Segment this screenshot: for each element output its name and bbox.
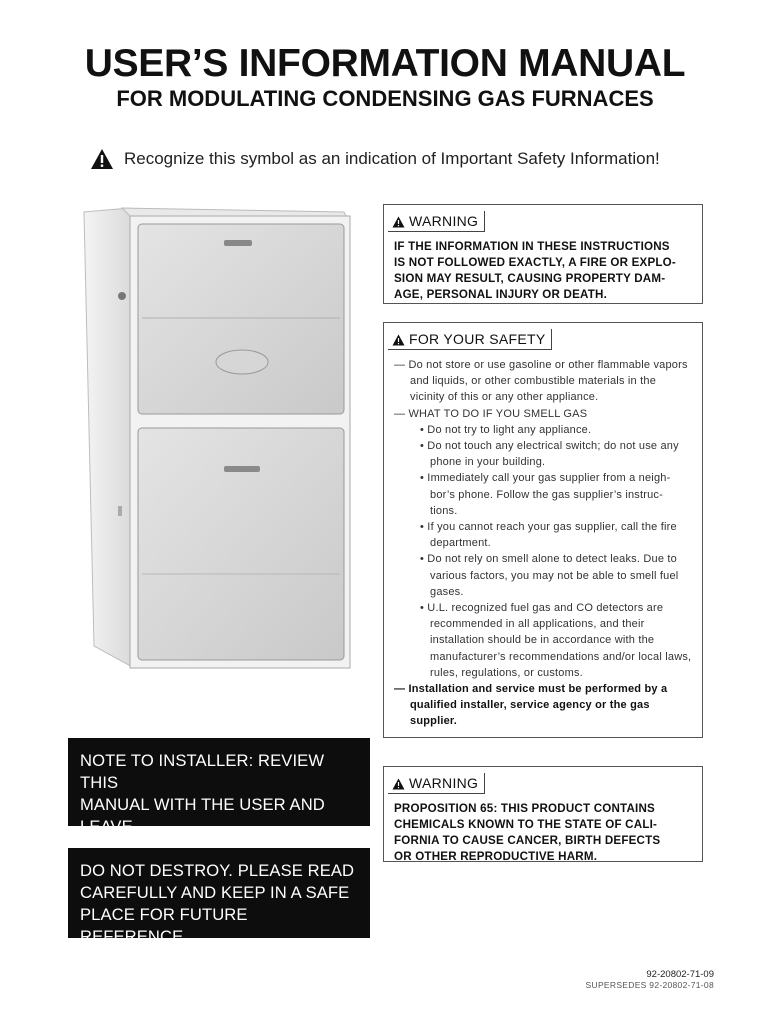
keep-manual-note bbox=[68, 848, 370, 946]
warning-triangle-icon bbox=[392, 215, 405, 227]
warning-box-body bbox=[394, 239, 692, 303]
safety-bullet: • Immediately call your gas supplier from a neigh- bor’s phone. Follow the gas supplier’s instruc- tions. bbox=[420, 472, 671, 517]
prop65-line: PROPOSITION 65: THIS PRODUCT CONTAINS bbox=[394, 802, 655, 815]
keep-note-line: PLACE FOR FUTURE REFERENCE. bbox=[80, 905, 248, 946]
prop65-box-header bbox=[388, 773, 485, 794]
safety-bullet: • Do not rely on smell alone to detect leaks. Due to various factors, you may not be able to smell fuel gases. bbox=[420, 553, 679, 598]
safety-box-header bbox=[388, 329, 552, 350]
manual-subtitle: FOR MODULATING CONDENSING GAS FURNACES bbox=[116, 86, 654, 111]
keep-note-line: CAREFULLY AND KEEP IN A SAFE bbox=[80, 883, 350, 902]
safety-bullet: • Do not try to light any appliance. bbox=[420, 423, 592, 436]
safety-list bbox=[394, 357, 692, 730]
warning-box bbox=[383, 204, 703, 304]
safety-item: — WHAT TO DO IF YOU SMELL GAS bbox=[394, 407, 588, 420]
warning-line: IF THE INFORMATION IN THESE INSTRUCTIONS bbox=[394, 240, 670, 253]
prop65-box-header-label: WARNING bbox=[409, 775, 479, 791]
warning-box-header bbox=[388, 211, 485, 232]
installer-note bbox=[68, 738, 370, 836]
safety-item: — Do not store or use gasoline or other flammable vapors and liquids, or other combustible materials in the vicinity of this or any other appliance. bbox=[394, 359, 688, 404]
prop65-line: FORNIA TO CAUSE CANCER, BIRTH DEFECTS bbox=[394, 834, 661, 847]
safety-box bbox=[383, 322, 703, 738]
supersedes-number: SUPERSEDES 92-20802-71-08 bbox=[585, 980, 714, 990]
safety-bullet: • U.L. recognized fuel gas and CO detectors are recommended in all applications, and their installation should be in accordance with the manufacturer’s recommendations and/or local laws, rules, regulations, or customs. bbox=[420, 602, 692, 679]
document-number: 92-20802-71-09 bbox=[646, 969, 714, 980]
warning-triangle-icon bbox=[392, 333, 405, 345]
warning-line: AGE, PERSONAL INJURY OR DEATH. bbox=[394, 288, 607, 301]
safety-bullet: • Do not touch any electrical switch; do not use any phone in your building. bbox=[420, 440, 679, 469]
keep-note-line: DO NOT DESTROY. PLEASE READ bbox=[80, 861, 355, 880]
warning-line: IS NOT FOLLOWED EXACTLY, A FIRE OR EXPLO- bbox=[394, 256, 676, 269]
installer-note-line: NOTE TO INSTALLER: REVIEW THIS bbox=[80, 751, 325, 792]
warning-triangle-icon bbox=[392, 777, 405, 789]
furnace-image bbox=[82, 206, 354, 672]
prop65-line: CHEMICALS KNOWN TO THE STATE OF CALI- bbox=[394, 818, 658, 831]
prop65-warning-box bbox=[383, 766, 703, 862]
safety-item: — Installation and service must be performed by a qualified installer, service agency or the gas supplier. bbox=[394, 683, 668, 728]
safety-bullet: • If you cannot reach your gas supplier, call the fire department. bbox=[420, 521, 677, 550]
warning-box-header-label: WARNING bbox=[409, 213, 479, 229]
prop65-box-body bbox=[394, 801, 692, 865]
safety-box-header-label: FOR YOUR SAFETY bbox=[409, 331, 546, 347]
manual-title: USER’S INFORMATION MANUAL bbox=[84, 42, 686, 85]
warning-line: SION MAY RESULT, CAUSING PROPERTY DAM- bbox=[394, 272, 666, 285]
safety-symbol-notice bbox=[90, 147, 660, 171]
prop65-line: OR OTHER REPRODUCTIVE HARM. bbox=[394, 850, 598, 863]
installer-note-line: MANUAL WITH THE USER AND LEAVE bbox=[80, 795, 325, 836]
notice-text: Recognize this symbol as an indication of Important Safety Information! bbox=[124, 149, 660, 168]
document-footer bbox=[586, 969, 714, 991]
warning-triangle-icon bbox=[90, 148, 114, 170]
